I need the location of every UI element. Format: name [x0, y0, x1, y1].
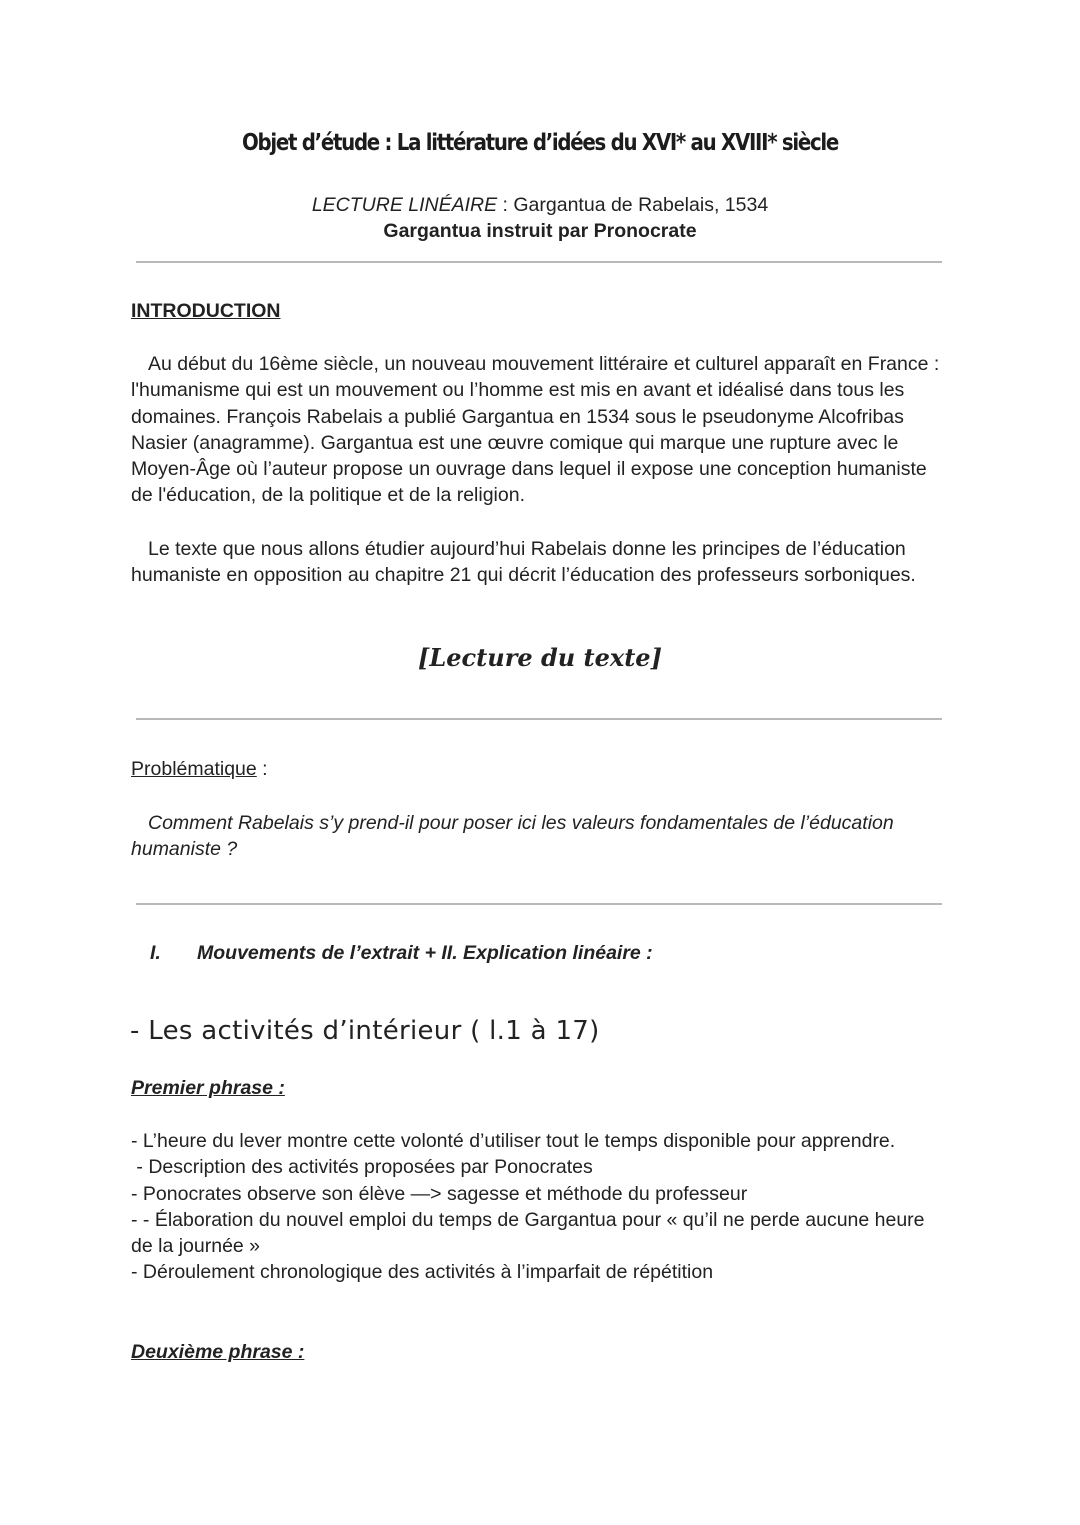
list-item: - - Élaboration du nouvel emploi du temps de Gargantua pour « qu’il ne perde aucune heure de la journée » — [131, 1208, 925, 1258]
problematique-colon: : — [256, 758, 268, 780]
section-title-text: Mouvements de l’extrait + II. Explication linéaire : — [197, 942, 653, 964]
list-item: - L’heure du lever montre cette volonté d’utiliser tout le temps disponible pour apprendre. — [131, 1130, 896, 1152]
subtitle-rest: : Gargantua de Rabelais, 1534 — [497, 194, 769, 216]
introduction-heading: INTRODUCTION — [131, 300, 281, 322]
document-subtitle-bold: Gargantua instruit par Pronocrate — [383, 220, 697, 242]
problematique-heading — [131, 758, 268, 781]
document-title: Objet d’étude : La littérature d’idées du XVI* au XVIII* siècle — [241, 130, 838, 156]
document-subtitle — [0, 194, 1080, 217]
introduction-paragraph-1 — [131, 351, 943, 509]
introduction-paragraph-2 — [131, 536, 943, 589]
section-number: I. — [150, 942, 161, 964]
problematique-question-text: Comment Rabelais s’y prend-il pour poser ici les valeurs fondamentales de l’éducation humaniste ? — [131, 812, 894, 861]
paragraph-1-text: Au début du 16ème siècle, un nouveau mouvement littéraire et culturel apparaît en France : l'humanisme qui est un mouvement ou l’homme est mis en avant et idéalisé dans tous les domaines. François Rabelais a publié Gargantua en 1534 sous le pseudonyme Alcofribas Nasier (anagramme). Gargantua est une œuvre comique qui marque une rupture avec le Moyen-Âge où l’auteur propose un ouvrage dans lequel il expose une conception humaniste de l'éducation, de la politique et de la religion. — [131, 353, 940, 507]
paragraph-2-text: Le texte que nous allons étudier aujourd’hui Rabelais donne les principes de l’éducation humaniste en opposition au chapitre 21 qui décrit l’éducation des professeurs sorboniques. — [131, 538, 916, 587]
premiere-phrase-heading: Premier phrase : — [131, 1077, 285, 1099]
premiere-phrase-list — [131, 1128, 943, 1286]
problematique-question — [131, 810, 943, 863]
list-item: - Description des activités proposées par Ponocrates — [131, 1156, 593, 1179]
section-title — [150, 942, 653, 965]
lecture-du-texte: [Lecture du texte] — [418, 643, 662, 672]
deuxieme-phrase-heading: Deuxième phrase : — [131, 1341, 305, 1363]
list-item: - Ponocrates observe son élève —> sagesse et méthode du professeur — [131, 1182, 748, 1205]
divider — [136, 261, 942, 263]
problematique-label: Problématique — [131, 758, 257, 780]
subtitle-label: LECTURE LINÉAIRE — [311, 194, 498, 216]
subsection-title: - Les activités d’intérieur ( l.1 à 17) — [130, 1016, 600, 1046]
list-item: - Déroulement chronologique des activités à l’imparfait de répétition — [131, 1261, 714, 1284]
divider — [136, 903, 942, 905]
divider — [136, 718, 942, 720]
